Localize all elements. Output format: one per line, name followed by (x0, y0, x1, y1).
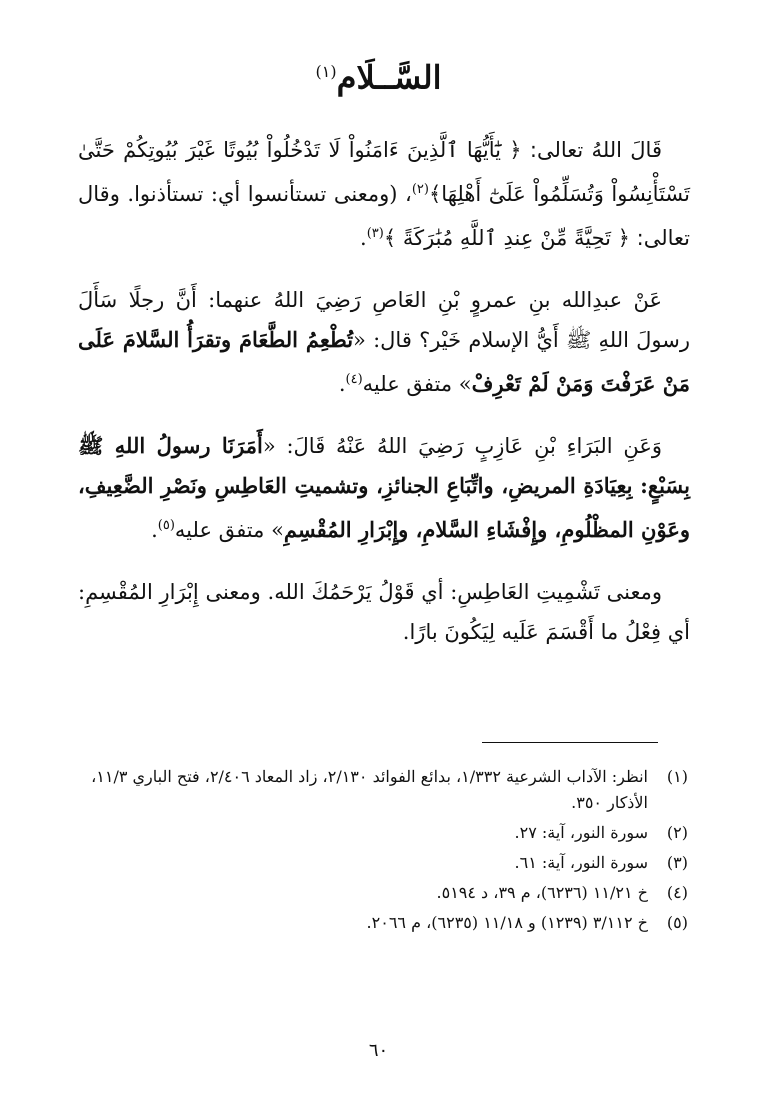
footnote-marker-3: (٣) (366, 226, 384, 241)
footnote-text: خ ٣/١١٢ (١٢٣٩) و ١١/١٨ (٦٢٣٥)، م ٢٠٦٦. (366, 913, 648, 932)
main-text (78, 130, 690, 674)
footnote-separator (482, 742, 658, 743)
footnote-1 (76, 764, 688, 816)
page-title (0, 52, 757, 98)
footnote-marker-2: (٢) (411, 182, 429, 197)
quran-verse-2: وقال تعالى: ﴿ تَحِيَّةً مِّنْ عِندِ ٱللَّهِ مُبَٰرَكَةً ﴾ (78, 182, 690, 250)
definitions-text: ومعنى تَشْمِيتِ العَاطِسِ: أي قَوْلُ يَرْحَمُكَ الله. ومعنى إِبْرَارِ المُقْسِمِ: أي فِعْلُ ما أَقْسَمَ عَلَيه لِيَكُونَ بارًا. (78, 580, 690, 644)
hadith-2-text: أَمَرَنَا رسولُ اللهِ ﷺ بِسَبْعٍ: بِعِيَادَةِ المريضِ، واتِّبَاعِ الجنائزِ، وتشميتِ العَاطِسِ ونَصْرِ الضَّعِيفِ، وعَوْنِ المظْلُومِ، وإِفْشَاءِ السَّلامِ، وإِبْرَارِ المُقْسِمِ (78, 433, 690, 542)
hadith-2-end: . (151, 518, 158, 542)
footnote-number: (٣) (666, 853, 688, 872)
hadith-1-intro: عَنْ عبدِالله بنِ عمروٍ بْنِ العَاصِ رَضِيَ اللهُ عنهما: أَنَّ رجلًا سَأَلَ رسولَ اللهِ ﷺ أَيُّ الإسلام خَيْر؟ قال: « (78, 288, 690, 352)
verse-2-end: . (360, 226, 367, 250)
paragraph-quran-verses (78, 130, 690, 258)
footnote-text: سورة النور، آية: ٦١. (514, 853, 648, 872)
hadith-1-text: تُطْعِمُ الطَّعَامَ وتقرَأُ السَّلامَ عَلَى مَنْ عَرَفْتَ وَمَنْ لَمْ تَعْرِفْ (78, 327, 690, 396)
footnote-3 (76, 850, 688, 876)
footnote-5 (76, 910, 688, 936)
paragraph-hadith-abdullah (78, 280, 690, 404)
footnote-marker-5: (٥) (157, 518, 175, 533)
paragraph-hadith-baraa (78, 426, 690, 550)
footnote-marker-4: (٤) (345, 372, 363, 387)
hadith-2-source: » متفق عليه (174, 518, 284, 542)
footnote-number: (٢) (666, 823, 688, 842)
footnote-2 (76, 820, 688, 846)
footnote-number: (٥) (666, 913, 688, 932)
footnote-text: خ ١١/٢١ (٦٢٣٦)، م ٣٩، د ٥١٩٤. (436, 883, 648, 902)
hadith-1-source: » متفق عليه (362, 372, 472, 396)
footnote-number: (١) (666, 767, 688, 786)
hadith-1-end: . (338, 372, 346, 396)
hadith-2-intro: وَعَنِ البَرَاءِ بْنِ عَازِبٍ رَضِيَ اللهُ عَنْهُ قَالَ: « (262, 434, 662, 458)
page-title-text: السَّــلَام (336, 58, 442, 97)
page-number: ٦٠ (368, 1040, 389, 1061)
footnote-text: انظر: الآداب الشرعية ١/٣٣٢، بدائع الفوائد ٢/١٣٠، زاد المعاد ٢/٤٠٦، فتح الباري ١١/٣، الأذكار ٣٥٠. (91, 767, 648, 812)
footnotes (76, 764, 688, 940)
footnote-number: (٤) (666, 883, 688, 902)
footnote-text: سورة النور، آية: ٢٧. (514, 823, 648, 842)
paragraph-definitions (78, 572, 690, 652)
quran-verse-1-part-1: قَالَ اللهُ تعالى: ﴿ يَٰٓأَيُّهَا ٱلَّذِينَ ءَامَنُواْ لَا تَدْخُلُواْ بُيُوتًا غَيْرَ بُيُوتِكُمْ (123, 138, 662, 162)
istinas-explanation: ، (ومعنى تستأنسوا أي: تستأذنوا. (127, 182, 412, 206)
title-footnote-marker: (١) (315, 62, 337, 81)
quran-verse-1-part-2: حَتَّىٰ تَسْتَأْنِسُواْ وَتُسَلِّمُواْ عَلَىٰٓ أَهْلِهَا﴾ (78, 138, 691, 206)
footnote-4 (76, 880, 688, 906)
